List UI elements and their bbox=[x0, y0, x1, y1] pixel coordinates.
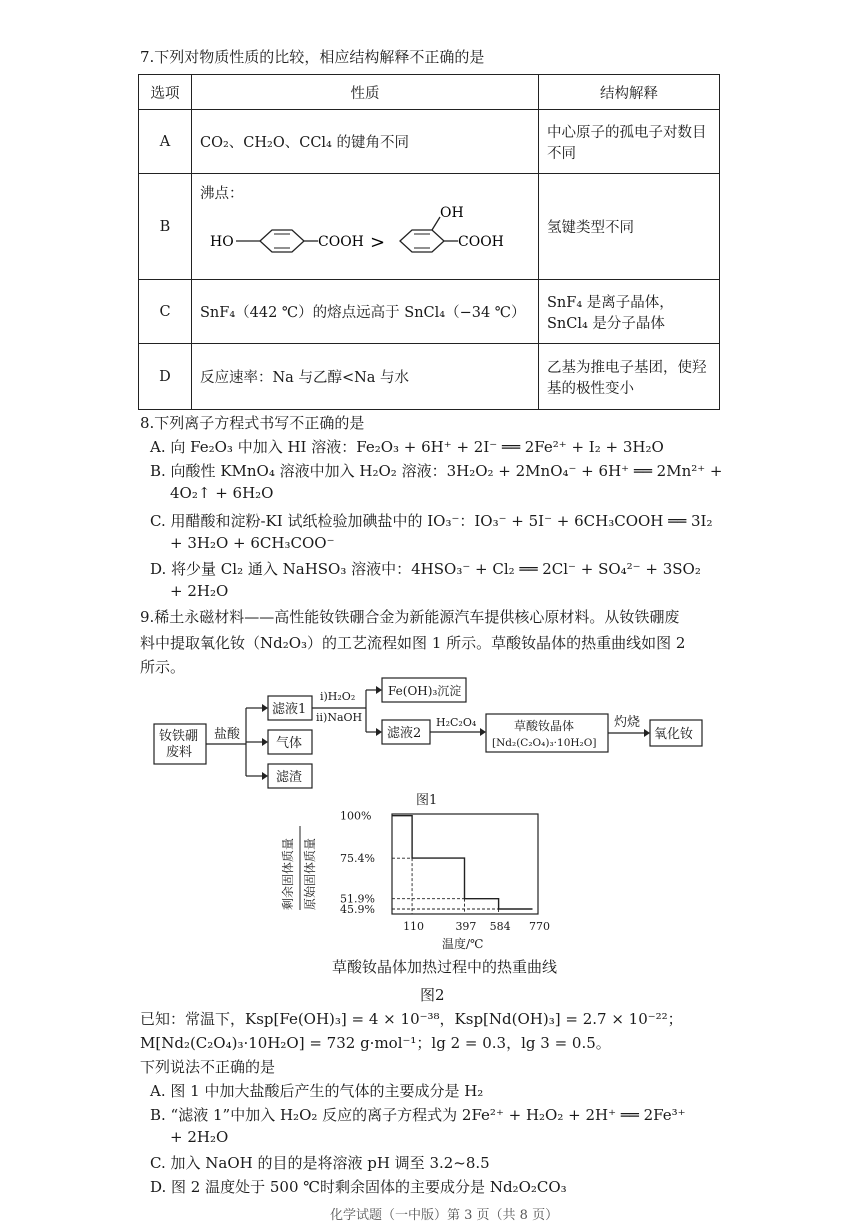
x-axis-label: 温度/℃ bbox=[442, 937, 484, 951]
y-tick-label: 45.9% bbox=[340, 903, 375, 916]
precipitate-label: Fe(OH)₃沉淀 bbox=[388, 684, 462, 698]
crystal-label-1: 草酸钕晶体 bbox=[514, 719, 575, 733]
x-tick-label: 397 bbox=[455, 920, 477, 933]
header-explanation: 结构解释 bbox=[539, 75, 720, 110]
q9-stem-2: 料中提取氧化钕（Nd₂O₃）的工艺流程如图 1 所示。草酸钕晶体的热重曲线如图 2 bbox=[140, 634, 686, 652]
mol-right-oh: OH bbox=[440, 205, 464, 221]
y-axis-label-bottom: 原始固体质量 bbox=[303, 837, 317, 910]
row-option: A bbox=[139, 110, 192, 174]
figure-2-number: 图2 bbox=[420, 986, 445, 1004]
page-footer: 化学试题（一中版）第 3 页（共 8 页） bbox=[330, 1208, 559, 1223]
row-option: C bbox=[139, 280, 192, 344]
oxalic-acid-label: H₂C₂O₄ bbox=[436, 716, 477, 729]
row-explanation: 氢键类型不同 bbox=[539, 174, 720, 280]
residue-label: 滤渣 bbox=[276, 770, 303, 785]
q8-option-c: C. 用醋酸和淀粉-KI 试纸检验加碘盐中的 IO₃⁻：IO₃⁻ + 5I⁻ + 6CH₃COOH ══ 3I₂ bbox=[150, 512, 713, 530]
raw-material-line1: 钕铁硼 bbox=[159, 729, 199, 744]
row-explanation: SnF₄ 是离子晶体，SnCl₄ 是分子晶体 bbox=[539, 280, 720, 344]
table-row bbox=[139, 344, 720, 410]
boiling-point-label: 沸点： bbox=[200, 186, 244, 202]
header-option: 选项 bbox=[139, 75, 192, 110]
filtrate2-label: 滤液2 bbox=[387, 726, 422, 741]
q7-stem: 7.下列对物质性质的比较，相应结构解释不正确的是 bbox=[140, 48, 485, 66]
gas-label: 气体 bbox=[276, 736, 303, 751]
row-explanation: 乙基为推电子基团，使羟基的极性变小 bbox=[539, 344, 720, 410]
q9-stem-1: 9.稀土永磁材料——高性能钕铁硼合金为新能源汽车提供核心原材料。从钕铁硼废 bbox=[140, 608, 680, 626]
q8-stem: 8.下列离子方程式书写不正确的是 bbox=[140, 414, 365, 432]
mol-left-ho: HO bbox=[210, 234, 234, 250]
q8-option-d-cont: + 2H₂O bbox=[170, 582, 229, 600]
table-row bbox=[139, 110, 720, 174]
raw-material-line2: 废料 bbox=[166, 745, 193, 760]
y-axis-label-top: 剩余固体质量 bbox=[281, 837, 295, 910]
step-i-label: i)H₂O₂ bbox=[320, 690, 356, 703]
table-header-row bbox=[139, 75, 720, 110]
benzene-ring-right bbox=[400, 230, 444, 252]
q9-option-c: C. 加入 NaOH 的目的是将溶液 pH 调至 3.2~8.5 bbox=[150, 1154, 490, 1172]
q9-ask: 下列说法不正确的是 bbox=[140, 1058, 276, 1076]
row-explanation: 中心原子的孤电子对数目不同 bbox=[539, 110, 720, 174]
mol-right-cooh: COOH bbox=[458, 234, 504, 250]
q8-option-d: D. 将少量 Cl₂ 通入 NaHSO₃ 溶液中：4HSO₃⁻ + Cl₂ ══ 2Cl⁻ + SO₄²⁻ + 3SO₂ bbox=[150, 560, 701, 578]
y-tick-label: 100% bbox=[340, 809, 372, 823]
q8-option-a: A. 向 Fe₂O₃ 中加入 HI 溶液：Fe₂O₃ + 6H⁺ + 2I⁻ ══ 2Fe²⁺ + I₂ + 3H₂O bbox=[150, 438, 664, 456]
q9-known-2: M[Nd₂(C₂O₄)₃·10H₂O] = 732 g·mol⁻¹；lg 2 = 0.3，lg 3 = 0.5。 bbox=[140, 1034, 611, 1052]
q8-option-b-cont: 4O₂↑ + 6H₂O bbox=[170, 484, 274, 502]
q8-option-c-cont: + 3H₂O + 6CH₃COO⁻ bbox=[170, 534, 335, 552]
filtrate1-label: 滤液1 bbox=[272, 702, 307, 717]
q7-table bbox=[138, 74, 720, 410]
q9-option-b-cont: + 2H₂O bbox=[170, 1128, 229, 1146]
figure-1-flowchart bbox=[140, 676, 720, 812]
product-label: 氧化钕 bbox=[654, 727, 694, 742]
x-tick-label: 770 bbox=[529, 920, 550, 933]
crystal-label-2: [Nd₂(C₂O₄)₃·10H₂O] bbox=[492, 737, 597, 749]
step-ii-label: ii)NaOH bbox=[316, 711, 363, 724]
tg-curve-line bbox=[392, 816, 533, 909]
mol-left-cooh: COOH bbox=[318, 234, 364, 250]
row-property-molecules bbox=[192, 174, 539, 280]
row-option: D bbox=[139, 344, 192, 410]
row-property: 反应速率：Na 与乙醇<Na 与水 bbox=[192, 344, 539, 410]
molecule-comparison bbox=[200, 203, 520, 271]
q9-option-b: B. “滤液 1”中加入 H₂O₂ 反应的离子方程式为 2Fe²⁺ + H₂O₂ + 2H⁺ ══ 2Fe³⁺ bbox=[150, 1106, 686, 1124]
q9-known-1: 已知：常温下，Ksp[Fe(OH)₃] = 4 × 10⁻³⁸，Ksp[Nd(OH)₃] = 2.7 × 10⁻²²； bbox=[140, 1010, 683, 1028]
row-property: SnF₄（442 ℃）的熔点远高于 SnCl₄（−34 ℃） bbox=[192, 280, 539, 344]
x-tick-label: 584 bbox=[489, 920, 511, 933]
figure-2-caption-text: 草酸钕晶体加热过程中的热重曲线 bbox=[332, 958, 558, 976]
hcl-label: 盐酸 bbox=[214, 727, 241, 742]
row-option: B bbox=[139, 174, 192, 280]
figure-1-caption: 图1 bbox=[416, 793, 438, 808]
table-row bbox=[139, 280, 720, 344]
q9-stem-3: 所示。 bbox=[140, 658, 186, 676]
q9-option-d: D. 图 2 温度处于 500 ℃时剩余固体的主要成分是 Nd₂O₂CO₃ bbox=[150, 1178, 567, 1196]
q8-option-b: B. 向酸性 KMnO₄ 溶液中加入 H₂O₂ 溶液：3H₂O₂ + 2MnO₄⁻ + 6H⁺ ══ 2Mn²⁺ + bbox=[150, 462, 723, 480]
header-property: 性质 bbox=[192, 75, 539, 110]
q9-option-a: A. 图 1 中加大盐酸后产生的气体的主要成分是 H₂ bbox=[150, 1082, 484, 1100]
calcine-label: 灼烧 bbox=[614, 715, 641, 730]
row-property: CO₂、CH₂O、CCl₄ 的键角不同 bbox=[192, 110, 539, 174]
y-tick-label: 51.9% bbox=[340, 892, 375, 906]
figure-2-chart bbox=[280, 806, 570, 952]
greater-than-sign: > bbox=[370, 232, 386, 253]
x-tick-label: 110 bbox=[403, 920, 425, 933]
benzene-ring-left bbox=[260, 230, 304, 252]
table-row bbox=[139, 174, 720, 280]
y-tick-label: 75.4% bbox=[340, 852, 375, 866]
